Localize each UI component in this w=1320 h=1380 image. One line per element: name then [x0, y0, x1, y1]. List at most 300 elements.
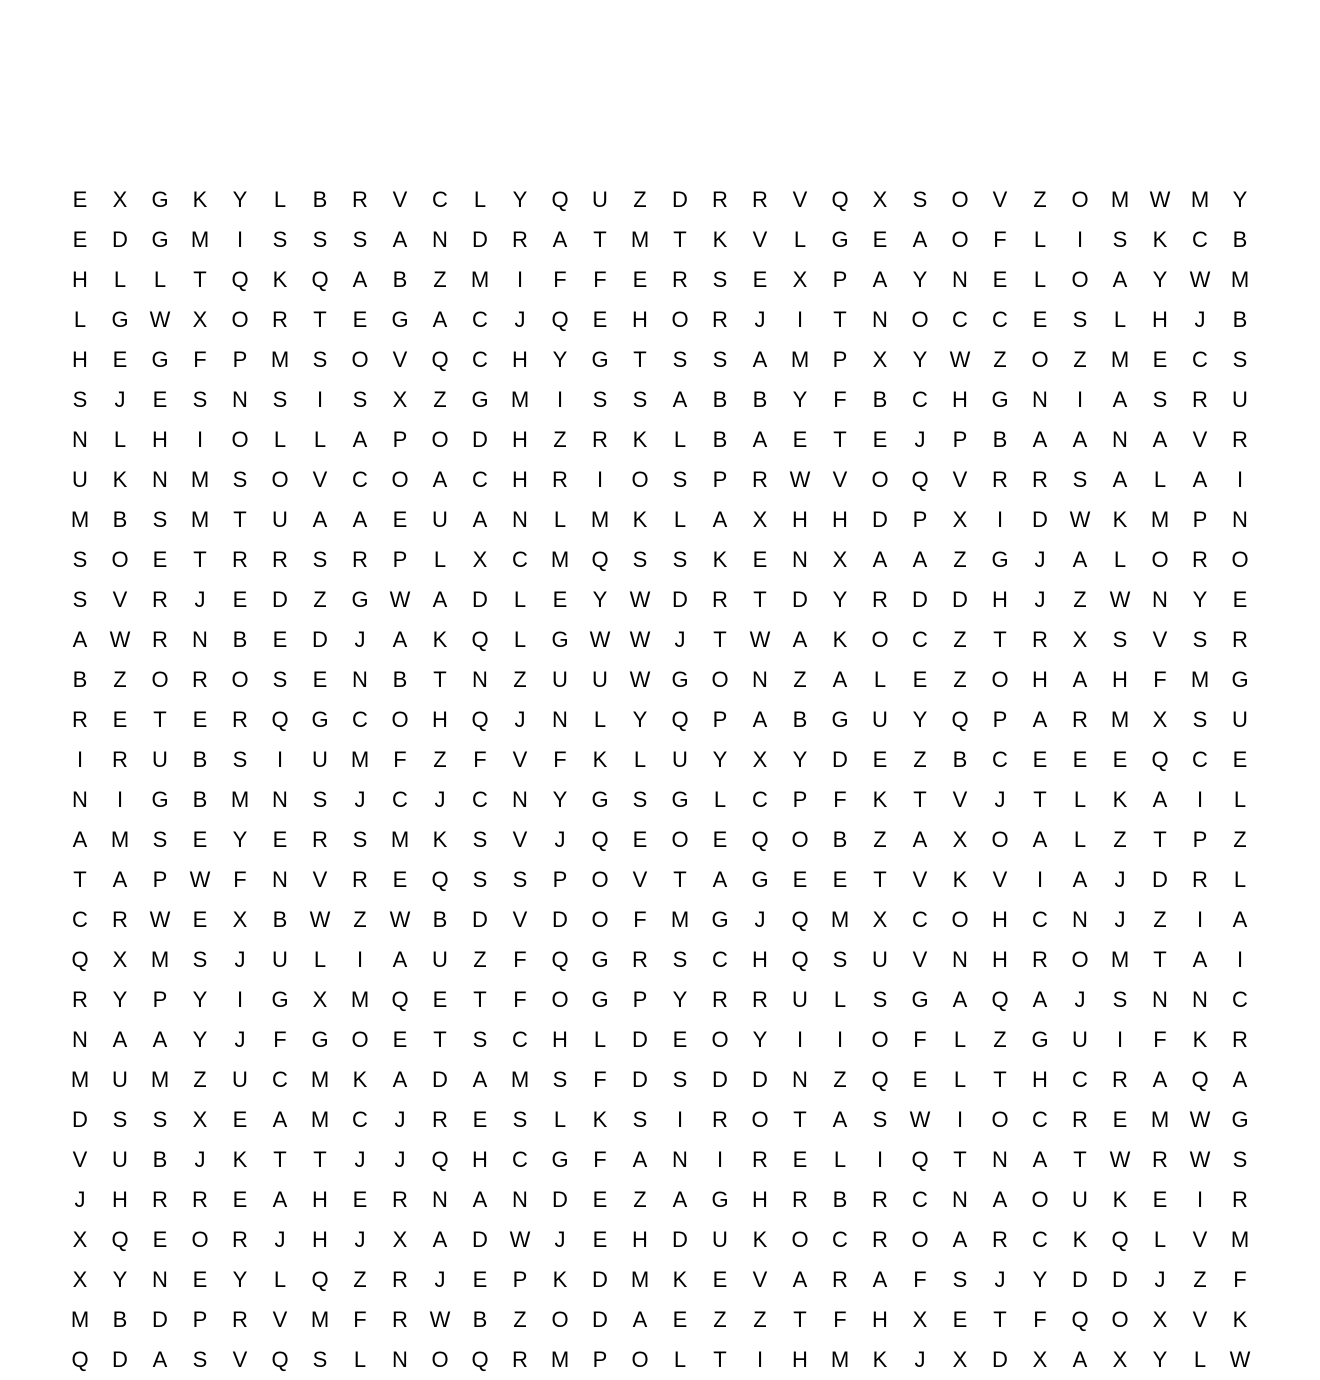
letter-cell[interactable]: Y — [232, 1267, 248, 1292]
letter-cell[interactable]: J — [514, 707, 526, 732]
letter-cell[interactable]: E — [1112, 747, 1128, 772]
letter-cell[interactable]: B — [232, 627, 248, 652]
letter-cell[interactable]: U — [552, 667, 568, 692]
letter-cell[interactable]: S — [272, 667, 288, 692]
letter-cell[interactable]: R — [872, 587, 888, 612]
letter-cell[interactable]: J — [1154, 1267, 1166, 1292]
letter-cell[interactable]: W — [789, 467, 811, 492]
letter-cell[interactable]: I — [796, 1027, 804, 1052]
letter-cell[interactable]: D — [432, 1067, 448, 1092]
letter-cell[interactable]: G — [991, 387, 1009, 412]
letter-cell[interactable]: O — [111, 547, 129, 572]
letter-cell[interactable]: C — [352, 467, 368, 492]
letter-cell[interactable]: Y — [192, 1027, 208, 1052]
letter-cell[interactable]: Y — [112, 1267, 128, 1292]
letter-cell[interactable]: E — [352, 1187, 368, 1212]
letter-cell[interactable]: N — [792, 547, 808, 572]
letter-cell[interactable]: J — [994, 1267, 1006, 1292]
letter-cell[interactable]: M — [1190, 187, 1210, 212]
letter-cell[interactable]: B — [72, 667, 88, 692]
letter-cell[interactable]: Z — [953, 667, 967, 692]
letter-cell[interactable]: S — [1072, 467, 1088, 492]
letter-cell[interactable]: R — [232, 707, 248, 732]
letter-cell[interactable]: O — [1071, 187, 1089, 212]
letter-cell[interactable]: I — [1196, 787, 1204, 812]
letter-cell[interactable]: Q — [471, 627, 489, 652]
letter-cell[interactable]: J — [754, 907, 766, 932]
letter-cell[interactable]: Q — [791, 947, 809, 972]
letter-cell[interactable]: M — [310, 1107, 330, 1132]
letter-cell[interactable]: P — [792, 787, 808, 812]
letter-cell[interactable]: J — [394, 1107, 406, 1132]
letter-cell[interactable]: S — [832, 947, 848, 972]
letter-cell[interactable]: U — [1232, 387, 1248, 412]
letter-cell[interactable]: E — [792, 867, 808, 892]
letter-cell[interactable]: A — [472, 507, 488, 532]
letter-cell[interactable]: E — [192, 907, 208, 932]
letter-cell[interactable]: N — [512, 787, 528, 812]
letter-cell[interactable]: D — [992, 1347, 1008, 1372]
letter-cell[interactable]: F — [1153, 667, 1167, 692]
letter-cell[interactable]: I — [1236, 467, 1244, 492]
letter-cell[interactable]: W — [629, 587, 651, 612]
letter-cell[interactable]: O — [991, 667, 1009, 692]
letter-cell[interactable]: X — [792, 267, 808, 292]
letter-cell[interactable]: H — [992, 587, 1008, 612]
letter-cell[interactable]: D — [672, 587, 688, 612]
letter-cell[interactable]: C — [472, 467, 488, 492]
letter-cell[interactable]: O — [871, 1027, 889, 1052]
letter-cell[interactable]: K — [1232, 1307, 1248, 1332]
letter-cell[interactable]: S — [192, 1347, 208, 1372]
letter-cell[interactable]: T — [833, 427, 847, 452]
letter-cell[interactable]: Q — [1191, 1067, 1209, 1092]
letter-cell[interactable]: S — [1112, 227, 1128, 252]
letter-cell[interactable]: A — [112, 867, 128, 892]
letter-cell[interactable]: F — [513, 987, 527, 1012]
letter-cell[interactable]: L — [113, 427, 127, 452]
letter-cell[interactable]: L — [273, 427, 287, 452]
letter-cell[interactable]: O — [431, 1347, 449, 1372]
letter-cell[interactable]: K — [872, 1347, 888, 1372]
letter-cell[interactable]: S — [712, 267, 728, 292]
letter-cell[interactable]: K — [712, 227, 728, 252]
letter-cell[interactable]: E — [392, 1027, 408, 1052]
letter-cell[interactable]: O — [1111, 1307, 1129, 1332]
letter-cell[interactable]: S — [1072, 307, 1088, 332]
letter-cell[interactable]: A — [1072, 427, 1088, 452]
letter-cell[interactable]: S — [472, 1027, 488, 1052]
letter-cell[interactable]: I — [276, 747, 284, 772]
letter-cell[interactable]: T — [793, 1107, 807, 1132]
letter-cell[interactable]: O — [711, 667, 729, 692]
letter-cell[interactable]: N — [952, 267, 968, 292]
letter-cell[interactable]: A — [1152, 1067, 1168, 1092]
letter-cell[interactable]: Z — [353, 1267, 367, 1292]
letter-cell[interactable]: B — [392, 267, 408, 292]
letter-cell[interactable]: V — [992, 187, 1008, 212]
letter-cell[interactable]: O — [191, 1227, 209, 1252]
letter-cell[interactable]: V — [512, 907, 528, 932]
letter-cell[interactable]: O — [991, 827, 1009, 852]
letter-cell[interactable]: E — [192, 1267, 208, 1292]
letter-cell[interactable]: W — [1189, 1147, 1211, 1172]
letter-cell[interactable]: U — [272, 507, 288, 532]
letter-cell[interactable]: H — [512, 347, 528, 372]
letter-cell[interactable]: A — [792, 627, 808, 652]
letter-cell[interactable]: E — [232, 1187, 248, 1212]
letter-cell[interactable]: Q — [551, 947, 569, 972]
letter-cell[interactable]: R — [352, 187, 368, 212]
letter-cell[interactable]: V — [1152, 627, 1168, 652]
letter-cell[interactable]: A — [1072, 1347, 1088, 1372]
letter-cell[interactable]: A — [872, 547, 888, 572]
letter-cell[interactable]: T — [1033, 787, 1047, 812]
letter-cell[interactable]: Y — [552, 787, 568, 812]
letter-cell[interactable]: G — [151, 787, 169, 812]
letter-cell[interactable]: C — [512, 1147, 528, 1172]
letter-cell[interactable]: A — [1032, 987, 1048, 1012]
letter-cell[interactable]: H — [992, 947, 1008, 972]
letter-cell[interactable]: Q — [591, 827, 609, 852]
letter-cell[interactable]: N — [432, 227, 448, 252]
letter-cell[interactable]: X — [1152, 1307, 1168, 1332]
letter-cell[interactable]: A — [352, 507, 368, 532]
letter-cell[interactable]: Q — [71, 1347, 89, 1372]
letter-cell[interactable]: N — [72, 427, 88, 452]
letter-cell[interactable]: R — [352, 867, 368, 892]
letter-cell[interactable]: Y — [192, 987, 208, 1012]
letter-cell[interactable]: P — [832, 347, 848, 372]
letter-cell[interactable]: A — [672, 1187, 688, 1212]
letter-cell[interactable]: A — [1152, 427, 1168, 452]
letter-cell[interactable]: T — [953, 1147, 967, 1172]
letter-cell[interactable]: V — [992, 867, 1008, 892]
letter-cell[interactable]: M — [790, 347, 810, 372]
letter-cell[interactable]: Z — [433, 267, 447, 292]
letter-cell[interactable]: G — [391, 307, 409, 332]
letter-cell[interactable]: I — [236, 987, 244, 1012]
letter-cell[interactable]: N — [872, 307, 888, 332]
letter-cell[interactable]: O — [1071, 947, 1089, 972]
letter-cell[interactable]: F — [193, 347, 207, 372]
letter-cell[interactable]: T — [1073, 1147, 1087, 1172]
letter-cell[interactable]: G — [831, 707, 849, 732]
letter-cell[interactable]: H — [472, 1147, 488, 1172]
letter-cell[interactable]: D — [592, 1267, 608, 1292]
letter-cell[interactable]: A — [432, 467, 448, 492]
letter-cell[interactable]: T — [993, 1307, 1007, 1332]
letter-cell[interactable]: U — [1072, 1027, 1088, 1052]
letter-cell[interactable]: D — [272, 587, 288, 612]
letter-cell[interactable]: T — [153, 707, 167, 732]
letter-cell[interactable]: K — [192, 187, 208, 212]
letter-cell[interactable]: C — [432, 187, 448, 212]
letter-cell[interactable]: N — [952, 947, 968, 972]
letter-cell[interactable]: R — [192, 1187, 208, 1212]
letter-cell[interactable]: A — [632, 1307, 648, 1332]
letter-cell[interactable]: O — [911, 307, 929, 332]
letter-cell[interactable]: W — [1229, 1347, 1251, 1372]
letter-cell[interactable]: J — [1194, 307, 1206, 332]
letter-cell[interactable]: H — [1032, 1067, 1048, 1092]
letter-cell[interactable]: R — [512, 1347, 528, 1372]
letter-cell[interactable]: D — [152, 1307, 168, 1332]
letter-cell[interactable]: K — [232, 1147, 248, 1172]
letter-cell[interactable]: K — [432, 827, 448, 852]
letter-cell[interactable]: X — [872, 907, 888, 932]
letter-cell[interactable]: A — [712, 507, 728, 532]
letter-cell[interactable]: V — [912, 867, 928, 892]
letter-cell[interactable]: A — [672, 387, 688, 412]
letter-cell[interactable]: R — [352, 547, 368, 572]
letter-cell[interactable]: R — [152, 587, 168, 612]
letter-cell[interactable]: O — [1071, 267, 1089, 292]
letter-cell[interactable]: W — [509, 1227, 531, 1252]
letter-cell[interactable]: H — [112, 1187, 128, 1212]
letter-cell[interactable]: V — [912, 947, 928, 972]
letter-cell[interactable]: R — [232, 1307, 248, 1332]
letter-cell[interactable]: F — [593, 267, 607, 292]
letter-cell[interactable]: A — [392, 227, 408, 252]
letter-cell[interactable]: A — [1112, 267, 1128, 292]
letter-cell[interactable]: N — [512, 1187, 528, 1212]
letter-cell[interactable]: L — [1073, 827, 1087, 852]
letter-cell[interactable]: M — [1230, 1227, 1250, 1252]
letter-cell[interactable]: L — [353, 1347, 367, 1372]
letter-cell[interactable]: R — [1232, 1187, 1248, 1212]
letter-cell[interactable]: S — [272, 227, 288, 252]
letter-cell[interactable]: V — [752, 1267, 768, 1292]
letter-cell[interactable]: X — [752, 507, 768, 532]
letter-cell[interactable]: Z — [1193, 1267, 1207, 1292]
letter-cell[interactable]: K — [632, 507, 648, 532]
letter-cell[interactable]: Z — [473, 947, 487, 972]
letter-cell[interactable]: E — [152, 387, 168, 412]
letter-cell[interactable]: M — [190, 467, 210, 492]
letter-cell[interactable]: O — [751, 1107, 769, 1132]
letter-cell[interactable]: K — [432, 627, 448, 652]
letter-cell[interactable]: X — [872, 347, 888, 372]
letter-cell[interactable]: M — [590, 507, 610, 532]
letter-cell[interactable]: Y — [912, 707, 928, 732]
letter-cell[interactable]: Z — [353, 907, 367, 932]
letter-cell[interactable]: A — [1032, 427, 1048, 452]
letter-cell[interactable]: E — [272, 827, 288, 852]
letter-cell[interactable]: T — [193, 267, 207, 292]
letter-cell[interactable]: Y — [792, 387, 808, 412]
letter-cell[interactable]: S — [72, 547, 88, 572]
letter-cell[interactable]: D — [872, 507, 888, 532]
letter-cell[interactable]: N — [752, 667, 768, 692]
letter-cell[interactable]: M — [630, 1267, 650, 1292]
letter-cell[interactable]: N — [512, 507, 528, 532]
letter-cell[interactable]: V — [752, 227, 768, 252]
letter-cell[interactable]: Q — [551, 307, 569, 332]
letter-cell[interactable]: O — [911, 1227, 929, 1252]
letter-cell[interactable]: L — [313, 427, 327, 452]
letter-cell[interactable]: J — [274, 1227, 286, 1252]
letter-cell[interactable]: O — [391, 707, 409, 732]
letter-cell[interactable]: J — [194, 587, 206, 612]
letter-cell[interactable]: S — [672, 947, 688, 972]
letter-cell[interactable]: W — [429, 1307, 451, 1332]
letter-cell[interactable]: Y — [1232, 187, 1248, 212]
letter-cell[interactable]: E — [592, 1187, 608, 1212]
letter-cell[interactable]: E — [752, 547, 768, 572]
letter-cell[interactable]: T — [313, 307, 327, 332]
letter-cell[interactable]: R — [192, 667, 208, 692]
letter-cell[interactable]: I — [756, 1347, 764, 1372]
letter-cell[interactable]: H — [832, 507, 848, 532]
letter-cell[interactable]: X — [192, 1107, 208, 1132]
letter-cell[interactable]: E — [432, 987, 448, 1012]
letter-cell[interactable]: O — [791, 1227, 809, 1252]
letter-cell[interactable]: L — [273, 1267, 287, 1292]
letter-cell[interactable]: R — [712, 587, 728, 612]
letter-cell[interactable]: S — [312, 1347, 328, 1372]
letter-cell[interactable]: S — [152, 1107, 168, 1132]
letter-cell[interactable]: G — [311, 707, 329, 732]
letter-cell[interactable]: J — [1114, 907, 1126, 932]
letter-cell[interactable]: C — [952, 307, 968, 332]
letter-cell[interactable]: U — [672, 747, 688, 772]
letter-cell[interactable]: E — [712, 827, 728, 852]
letter-cell[interactable]: N — [672, 1147, 688, 1172]
letter-cell[interactable]: Y — [672, 987, 688, 1012]
letter-cell[interactable]: V — [1192, 427, 1208, 452]
letter-cell[interactable]: Q — [951, 707, 969, 732]
letter-cell[interactable]: L — [673, 1347, 687, 1372]
letter-cell[interactable]: E — [832, 867, 848, 892]
letter-cell[interactable]: P — [912, 507, 928, 532]
letter-cell[interactable]: Z — [1113, 827, 1127, 852]
letter-cell[interactable]: Q — [911, 467, 929, 492]
letter-cell[interactable]: Q — [431, 867, 449, 892]
letter-cell[interactable]: A — [272, 1107, 288, 1132]
letter-cell[interactable]: P — [832, 267, 848, 292]
letter-cell[interactable]: A — [1192, 947, 1208, 972]
letter-cell[interactable]: E — [72, 227, 88, 252]
letter-cell[interactable]: O — [1031, 1187, 1049, 1212]
letter-cell[interactable]: O — [551, 1307, 569, 1332]
letter-cell[interactable]: N — [352, 667, 368, 692]
letter-cell[interactable]: F — [833, 387, 847, 412]
letter-cell[interactable]: F — [833, 1307, 847, 1332]
letter-cell[interactable]: Y — [592, 587, 608, 612]
letter-cell[interactable]: I — [316, 387, 324, 412]
letter-cell[interactable]: V — [392, 187, 408, 212]
letter-cell[interactable]: S — [232, 467, 248, 492]
letter-cell[interactable]: X — [72, 1267, 88, 1292]
letter-cell[interactable]: G — [1231, 667, 1249, 692]
letter-cell[interactable]: R — [72, 707, 88, 732]
letter-cell[interactable]: E — [472, 1267, 488, 1292]
letter-cell[interactable]: Z — [993, 1027, 1007, 1052]
letter-cell[interactable]: S — [672, 547, 688, 572]
letter-cell[interactable]: U — [112, 1147, 128, 1172]
letter-cell[interactable]: U — [592, 187, 608, 212]
letter-cell[interactable]: R — [1192, 547, 1208, 572]
letter-cell[interactable]: Q — [791, 907, 809, 932]
letter-cell[interactable]: Y — [1152, 267, 1168, 292]
letter-cell[interactable]: J — [914, 427, 926, 452]
letter-cell[interactable]: J — [114, 387, 126, 412]
letter-cell[interactable]: M — [1110, 707, 1130, 732]
letter-cell[interactable]: Z — [1073, 587, 1087, 612]
letter-cell[interactable]: N — [952, 1187, 968, 1212]
letter-cell[interactable]: D — [112, 1347, 128, 1372]
letter-cell[interactable]: H — [952, 387, 968, 412]
letter-cell[interactable]: A — [872, 1267, 888, 1292]
letter-cell[interactable]: W — [909, 1107, 931, 1132]
letter-cell[interactable]: M — [150, 947, 170, 972]
letter-cell[interactable]: L — [833, 1147, 847, 1172]
letter-cell[interactable]: L — [633, 747, 647, 772]
letter-cell[interactable]: C — [1192, 227, 1208, 252]
letter-cell[interactable]: S — [112, 1107, 128, 1132]
letter-cell[interactable]: Y — [232, 187, 248, 212]
letter-cell[interactable]: F — [1233, 1267, 1247, 1292]
letter-cell[interactable]: E — [632, 267, 648, 292]
letter-cell[interactable]: K — [352, 1067, 368, 1092]
letter-cell[interactable]: A — [952, 987, 968, 1012]
letter-cell[interactable]: C — [472, 307, 488, 332]
letter-cell[interactable]: E — [72, 187, 88, 212]
letter-cell[interactable]: B — [872, 387, 888, 412]
letter-cell[interactable]: M — [1110, 187, 1130, 212]
letter-cell[interactable]: T — [713, 627, 727, 652]
letter-cell[interactable]: N — [472, 667, 488, 692]
letter-cell[interactable]: E — [952, 1307, 968, 1332]
letter-cell[interactable]: G — [271, 987, 289, 1012]
letter-cell[interactable]: D — [552, 907, 568, 932]
letter-cell[interactable]: S — [152, 507, 168, 532]
letter-cell[interactable]: P — [712, 467, 728, 492]
letter-cell[interactable]: D — [72, 1107, 88, 1132]
letter-cell[interactable]: M — [70, 507, 90, 532]
letter-cell[interactable]: S — [1232, 1147, 1248, 1172]
letter-cell[interactable]: D — [912, 587, 928, 612]
letter-cell[interactable]: I — [1196, 907, 1204, 932]
letter-cell[interactable]: L — [1193, 1347, 1207, 1372]
letter-cell[interactable]: U — [592, 667, 608, 692]
letter-cell[interactable]: B — [832, 1187, 848, 1212]
letter-cell[interactable]: M — [1150, 1107, 1170, 1132]
letter-cell[interactable]: B — [192, 747, 208, 772]
letter-cell[interactable]: A — [432, 1227, 448, 1252]
letter-cell[interactable]: D — [672, 1227, 688, 1252]
letter-cell[interactable]: Z — [833, 1067, 847, 1092]
letter-cell[interactable]: Q — [391, 987, 409, 1012]
letter-cell[interactable]: D — [1112, 1267, 1128, 1292]
letter-cell[interactable]: R — [392, 1267, 408, 1292]
letter-cell[interactable]: R — [1232, 627, 1248, 652]
letter-cell[interactable]: J — [554, 827, 566, 852]
letter-cell[interactable]: B — [1232, 227, 1248, 252]
letter-cell[interactable]: P — [952, 427, 968, 452]
letter-cell[interactable]: L — [513, 587, 527, 612]
letter-cell[interactable]: Z — [873, 827, 887, 852]
letter-cell[interactable]: I — [796, 307, 804, 332]
letter-cell[interactable]: M — [70, 1067, 90, 1092]
letter-cell[interactable]: C — [392, 787, 408, 812]
letter-cell[interactable]: O — [671, 827, 689, 852]
letter-cell[interactable]: R — [592, 427, 608, 452]
letter-cell[interactable]: O — [791, 827, 809, 852]
letter-cell[interactable]: P — [592, 1347, 608, 1372]
letter-cell[interactable]: D — [1072, 1267, 1088, 1292]
